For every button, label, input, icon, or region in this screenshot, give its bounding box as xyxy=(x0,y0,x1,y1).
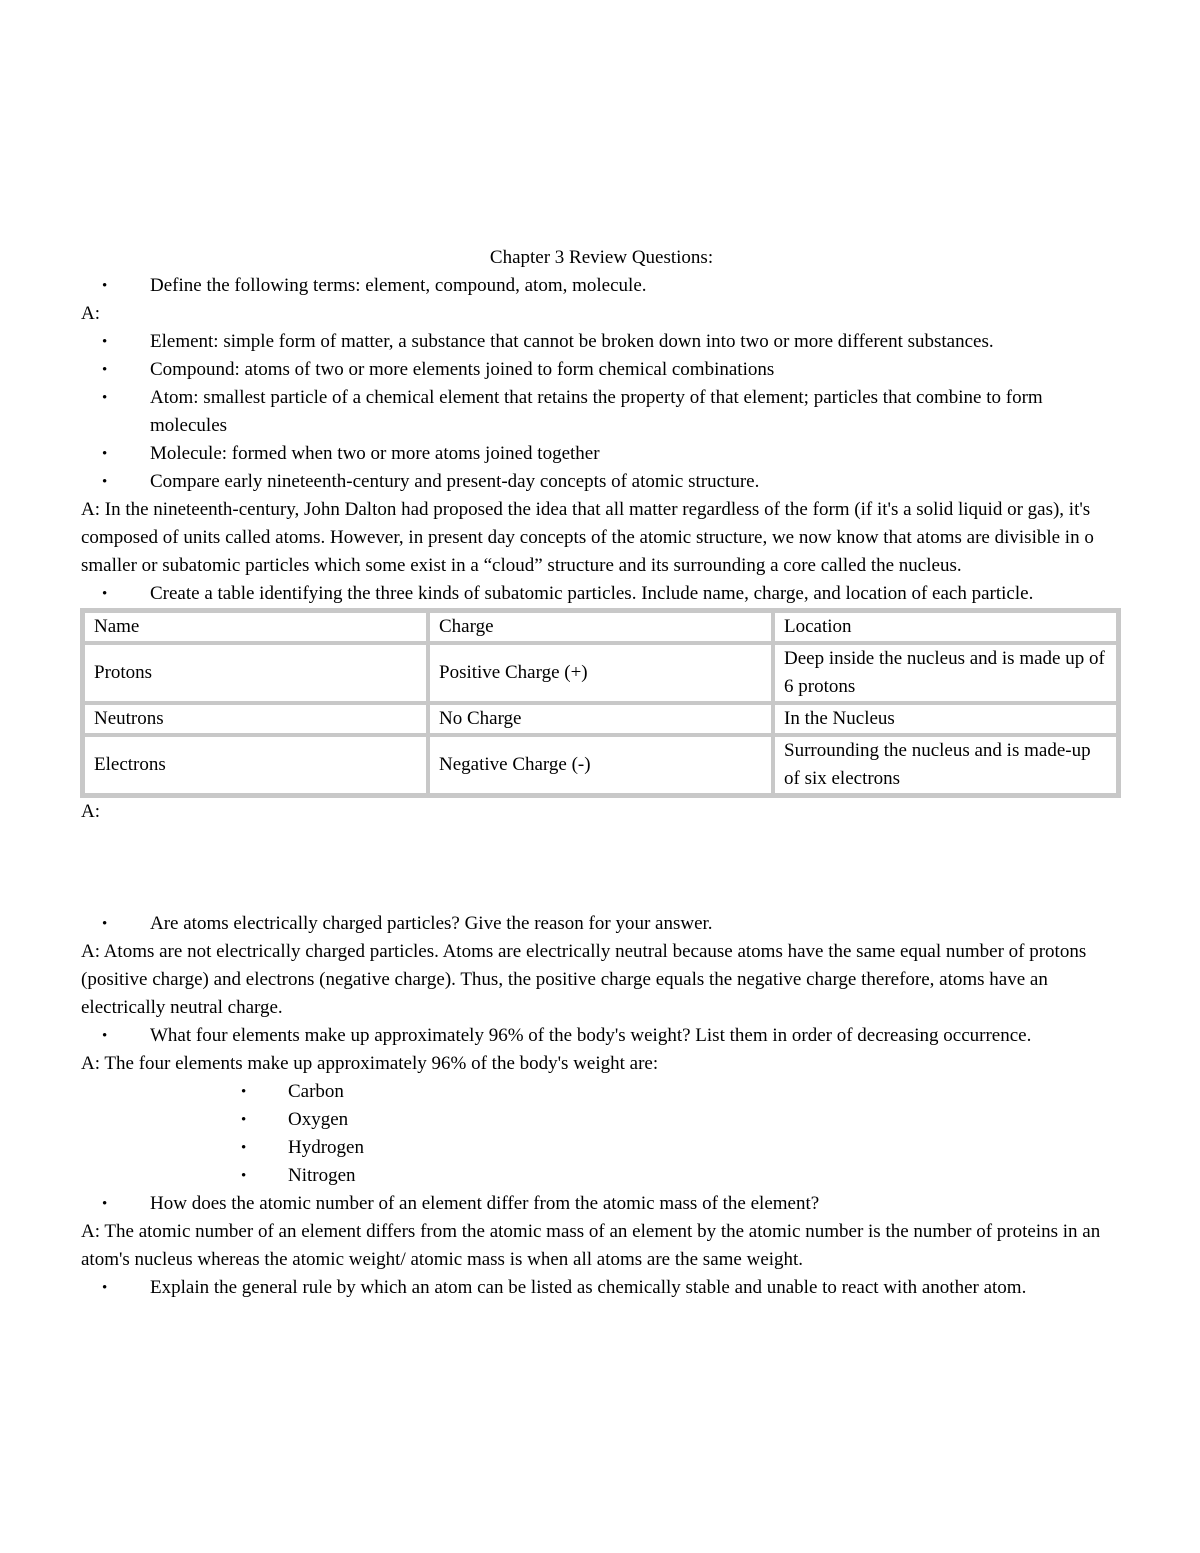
question-4: • Are atoms electrically charged particles? Give the reason for your answer. xyxy=(81,910,1122,938)
question-7: • Explain the general rule by which an atom can be listed as chemically stable and unable to react with another atom. xyxy=(81,1274,1122,1302)
question-2: • Compare early nineteenth-century and present-day concepts of atomic structure. xyxy=(81,468,1122,496)
element-list-item: • Oxygen xyxy=(81,1106,1122,1134)
question-3: • Create a table identifying the three kinds of subatomic particles. Include name, charge, and location of each particle. xyxy=(81,580,1122,608)
table-row xyxy=(83,643,1118,703)
table-row xyxy=(83,735,1118,795)
definition-element: • Element: simple form of matter, a substance that cannot be broken down into two or more different substances. xyxy=(81,328,1122,356)
table-cell: No Charge xyxy=(428,703,773,735)
definition-compound: • Compound: atoms of two or more elements joined to form chemical combinations xyxy=(81,356,1122,384)
table-cell: In the Nucleus xyxy=(773,703,1118,735)
element-list-item: • Carbon xyxy=(81,1078,1122,1106)
table-cell: Deep inside the nucleus and is made up of 6 protons xyxy=(773,643,1118,703)
table-cell: Neutrons xyxy=(83,703,428,735)
answer-4: A: Atoms are not electrically charged particles. Atoms are electrically neutral because atoms have the same equal number of protons (positive charge) and electrons (negative charge). Thus, the positive charge equals the negative charge therefore, atoms have an electrically neutral charge. xyxy=(81,941,1087,1018)
subatomic-particles-table xyxy=(80,608,1121,798)
table-cell: Positive Charge (+) xyxy=(428,643,773,703)
table-cell: Negative Charge (-) xyxy=(428,735,773,795)
answer-6: A: The atomic number of an element differs from the atomic mass of an element by the atomic number is the number of proteins in an atom's nucleus whereas the atomic weight/ atomic mass is when all atoms are the same weight. xyxy=(81,1221,1101,1270)
element-list-item: • Nitrogen xyxy=(81,1162,1122,1190)
table-header-cell: Location xyxy=(773,611,1118,643)
table-cell: Surrounding the nucleus and is made-up of six electrons xyxy=(773,735,1118,795)
table-header-row xyxy=(83,611,1118,643)
table-header-cell: Name xyxy=(83,611,428,643)
blank-space xyxy=(81,826,1122,910)
definition-atom: • Atom: smallest particle of a chemical element that retains the property of that element; particles that combine to form molecules xyxy=(81,384,1122,440)
table-header-cell: Charge xyxy=(428,611,773,643)
table-cell: Protons xyxy=(83,643,428,703)
question-1: • Define the following terms: element, compound, atom, molecule. xyxy=(81,272,1122,300)
answer-2: A: In the nineteenth-century, John Dalton had proposed the idea that all matter regardless of the form (if it's a solid liquid or gas), it's composed of units called atoms. However, in present day concepts of the atomic structure, we now know that atoms are divisible in o smaller or subatomic particles which some exist in a “cloud” structure and its surrounding a core called the nucleus. xyxy=(81,499,1094,576)
question-5: • What four elements make up approximately 96% of the body's weight? List them in order of decreasing occurrence. xyxy=(81,1022,1122,1050)
page-title: Chapter 3 Review Questions: xyxy=(489,247,714,268)
definition-molecule: • Molecule: formed when two or more atoms joined together xyxy=(81,440,1122,468)
answer-3: A: xyxy=(81,801,100,822)
question-6: • How does the atomic number of an element differ from the atomic mass of the element? xyxy=(81,1190,1122,1218)
table-row xyxy=(83,703,1118,735)
answer-label: A: xyxy=(81,303,100,324)
table-cell: Electrons xyxy=(83,735,428,795)
answer-5: A: The four elements make up approximately 96% of the body's weight are: xyxy=(81,1053,659,1074)
element-list-item: • Hydrogen xyxy=(81,1134,1122,1162)
